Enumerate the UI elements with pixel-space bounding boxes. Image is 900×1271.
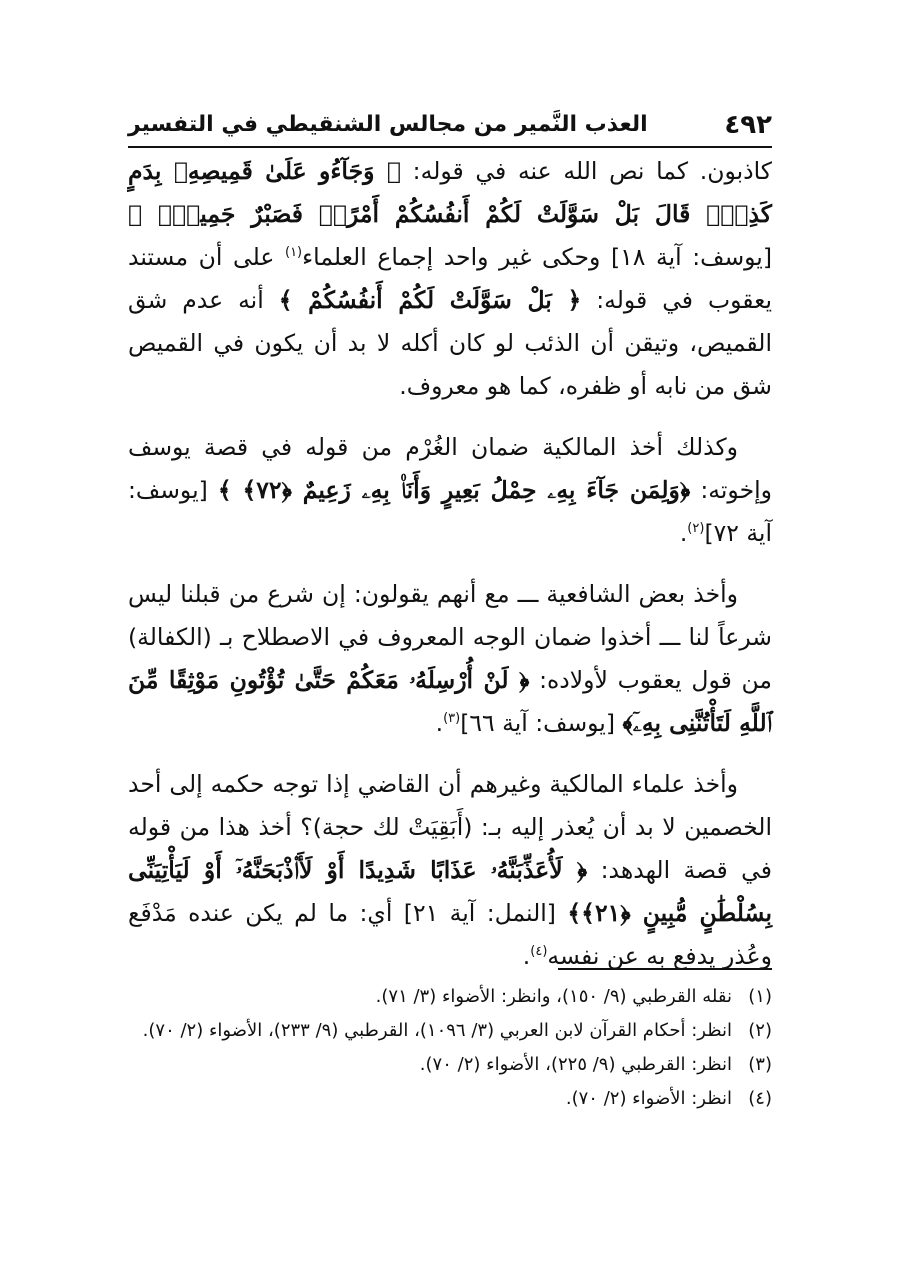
paragraph-text: . <box>522 942 531 970</box>
main-text <box>128 150 772 996</box>
paragraph-text: وكذلك أخذ المالكية ضمان الغُرْم من قوله في قصة يوسف وإخوته: <box>128 433 772 504</box>
footnote-reference[interactable]: (٢) <box>687 521 705 537</box>
footnote-number: (٤) <box>748 1088 772 1109</box>
paragraph-3 <box>128 573 772 745</box>
paragraph-text: على أن مستند يعقوب في قوله: <box>128 243 772 314</box>
paragraph-2 <box>128 426 772 555</box>
footnote-number: (٣) <box>748 1054 772 1075</box>
footnote-item <box>122 980 772 1014</box>
footnote-text: نقله القرطبي (٩/ ١٥٠)، وانظر: الأضواء (٣/ ٧١). <box>375 986 732 1007</box>
footnote-text: انظر: القرطبي (٩/ ٢٢٥)، الأضواء (٢/ ٧٠). <box>419 1054 732 1075</box>
paragraph-text: وأخذ بعض الشافعية ـــ مع أنهم يقولون: إن شرع من قبلنا ليس شرعاً لنا ـــ أخذوا ضمان الوجه المعروف في الاصطلاح بـ (الكفالة) من قول يعقوب لأولاده: <box>128 580 772 694</box>
paragraph-4 <box>128 763 772 978</box>
paragraph-text: وأخذ علماء المالكية وغيرهم أن القاضي إذا توجه حكمه إلى أحد الخصمين لا بد أن يُعذر إليه بـ: (أَبَقِيَتْ لك حجة)؟ أخذ هذا من قوله في قصة الهدهد: <box>128 770 772 884</box>
paragraph-1 <box>128 150 772 408</box>
paragraph-text: كاذبون. كما نص الله عنه في قوله: <box>400 157 772 185</box>
paragraph-text: . <box>435 709 444 737</box>
quran-verse: ﴿ بَلْ سَوَّلَتْ لَكُمْ أَنفُسُكُمْ ﴾ <box>278 286 582 314</box>
paragraph-text: [يوسف: آية ١٨] وحكى غير واحد إجماع العلماء <box>302 243 772 271</box>
page-number: ٤٩٢ <box>724 110 772 140</box>
footnote-number: (٢) <box>748 1020 772 1041</box>
footnote-item <box>122 1014 772 1048</box>
footnote-reference[interactable]: (١) <box>284 245 303 261</box>
footnote-text: انظر: الأضواء (٢/ ٧٠). <box>565 1088 732 1109</box>
running-title: العذب النَّمير من مجالس الشنقيطي في التفسير <box>128 112 648 137</box>
footnote-reference[interactable]: (٤) <box>530 944 548 960</box>
paragraph-text: . <box>679 519 688 547</box>
footnote-number: (١) <box>748 986 772 1007</box>
footnote-item <box>122 1048 772 1082</box>
page-header <box>128 108 772 142</box>
paragraph-text: أنه عدم شق القميص، وتيقن أن الذئب لو كان أكله لا بد أن يكون في القميص شق من نابه أو ظفره، كما هو معروف. <box>128 286 772 400</box>
quran-verse: ﴿ لَأُعَذِّبَنَّهُۥ عَذَابًا شَدِيدًا أَوْ لَأَا۟ذْبَحَنَّهُۥٓ أَوْ لَيَأْتِيَنِّى بِسُلْطَٰنٍ مُّبِينٍ ﴿٢١﴾﴾ <box>128 856 772 927</box>
footnote-divider <box>558 968 772 970</box>
paragraph-text: [النمل: آية ٢١] أي: ما لم يكن عنده مَدْفَع وعُذر يدفع به عن نفسه <box>128 899 772 970</box>
footnotes <box>122 980 772 1116</box>
header-divider <box>128 146 772 148</box>
quran-verse: ﴿وَلِمَن جَآءَ بِهِۦ حِمْلُ بَعِيرٍ وَأَنَا۠ بِهِۦ زَعِيمٌ ﴿٧٢﴾ ﴾ <box>217 476 691 504</box>
footnote-text: انظر: أحكام القرآن لابن العربي (٣/ ١٠٩٦)، القرطبي (٩/ ٢٣٣)، الأضواء (٢/ ٧٠). <box>142 1020 732 1041</box>
footnote-item <box>122 1082 772 1116</box>
quran-verse: ﴿ وَجَآءُو عَلَىٰ قَمِيصِهِۦ بِدَمٍ كَذِبٍۚ قَالَ بَلْ سَوَّلَتْ لَكُمْ أَنفُسُكُمْ أَمْرًاۖ فَصَبْرٌ جَمِيلٌۖ ﴾ <box>128 157 772 228</box>
paragraph-text: [يوسف: آية ٦٦] <box>460 709 623 737</box>
paragraph-text: [يوسف: آية ٧٢] <box>128 476 772 547</box>
quran-verse: ﴿ لَنْ أُرْسِلَهُۥ مَعَكُمْ حَتَّىٰ تُؤْتُونِ مَوْثِقًا مِّنَ ٱللَّهِ لَتَأْتُنَّنِى بِهِۦٓ﴾ <box>128 666 772 737</box>
footnote-reference[interactable]: (٣) <box>443 711 461 727</box>
